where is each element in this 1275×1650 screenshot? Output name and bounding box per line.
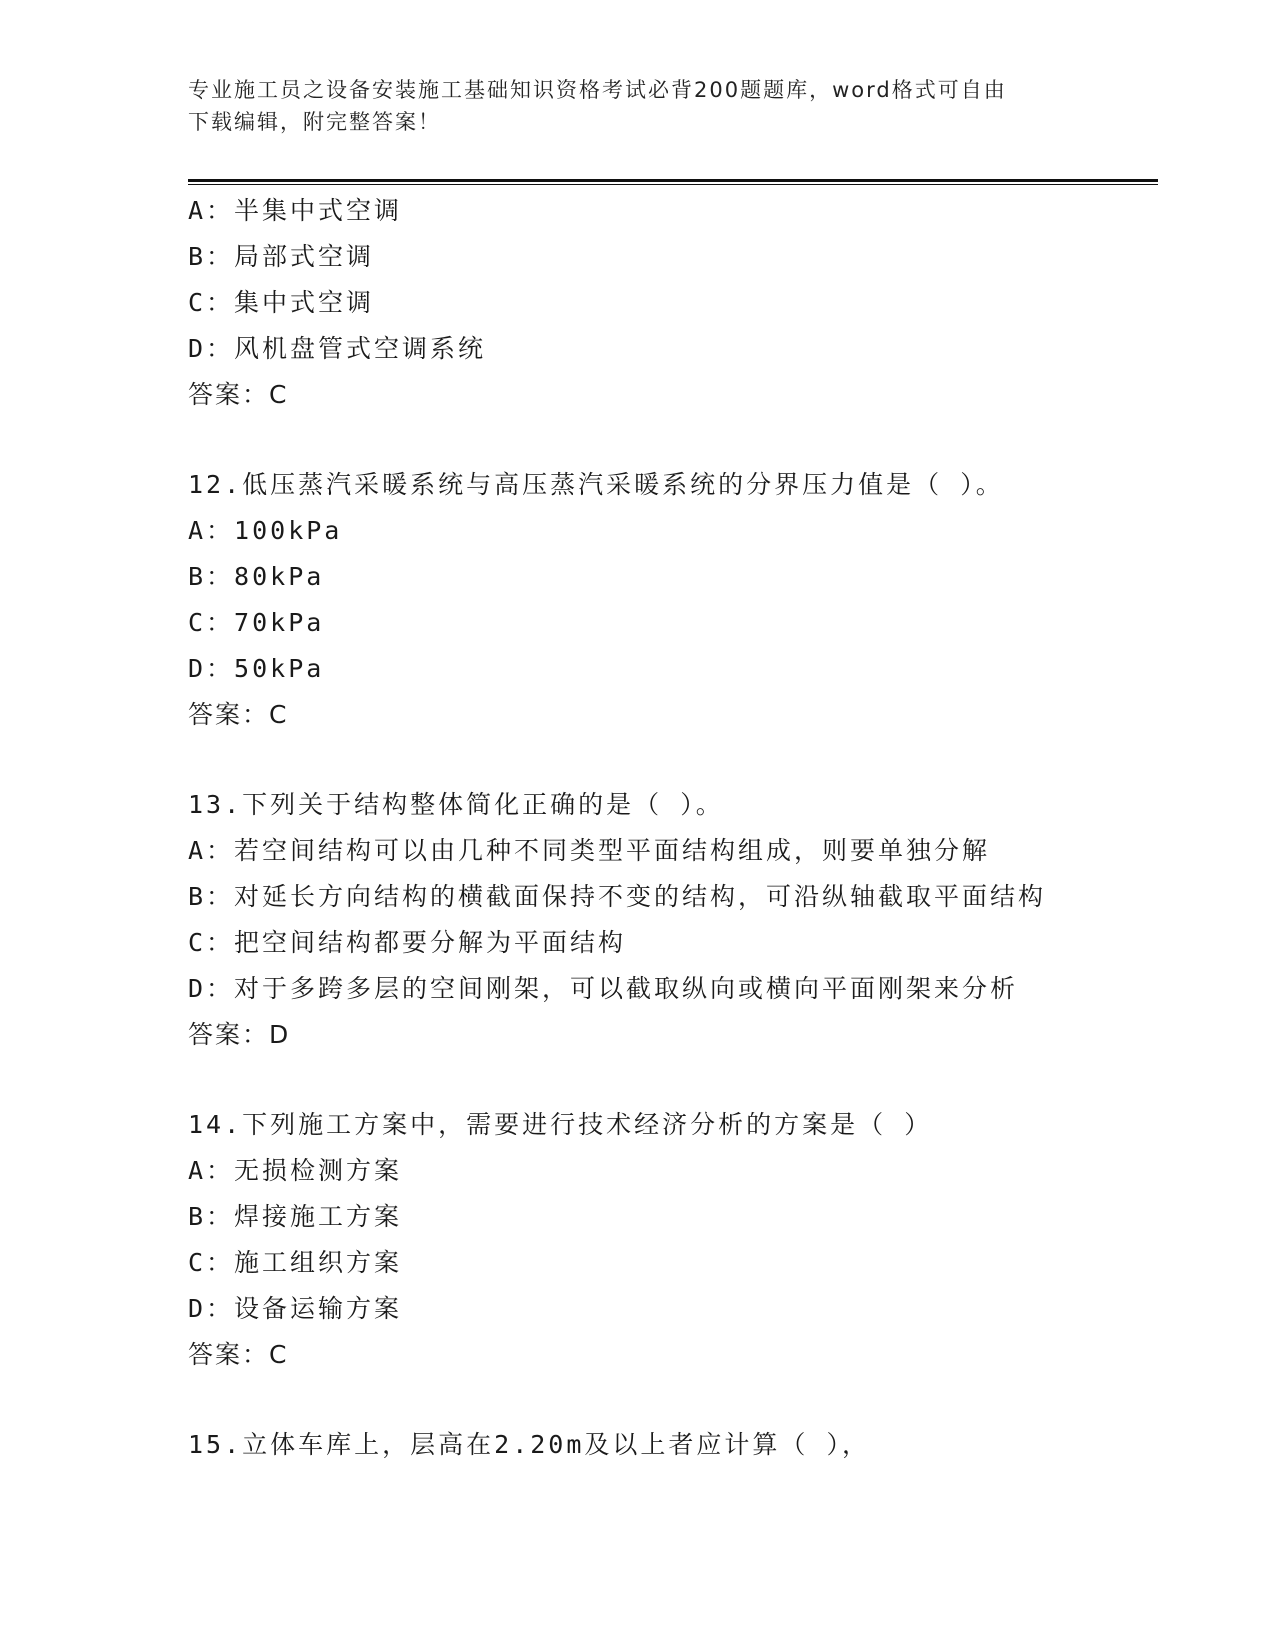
question-text: 12.低压蒸汽采暖系统与高压蒸汽采暖系统的分界压力值是（ ）。: [188, 470, 1004, 499]
question-text: 15.立体车库上，层高在2.20m及以上者应计算（ ），: [188, 1430, 870, 1459]
question-block: [188, 1422, 1148, 1468]
option-a: A：半集中式空调: [188, 196, 403, 225]
option-c: C：集中式空调: [188, 288, 375, 317]
question-block: [188, 188, 1148, 418]
question-block: [188, 782, 1148, 1058]
header-rule-thin: [188, 184, 1158, 185]
option-b: B：80kPa: [188, 562, 325, 591]
question-list: [188, 188, 1148, 1468]
option-d: D：对于多跨多层的空间刚架，可以截取纵向或横向平面刚架来分析: [188, 974, 1019, 1003]
option-a: A：若空间结构可以由几种不同类型平面结构组成，则要单独分解: [188, 836, 991, 865]
option-a: A：100kPa: [188, 516, 343, 545]
question-text: 13.下列关于结构整体简化正确的是（ ）。: [188, 790, 724, 819]
answer-line: 答案：C: [188, 1340, 289, 1369]
question-text: 14.下列施工方案中，需要进行技术经济分析的方案是（ ）: [188, 1110, 933, 1139]
option-d: D：设备运输方案: [188, 1294, 403, 1323]
answer-line: 答案：C: [188, 700, 289, 729]
option-d: D：风机盘管式空调系统: [188, 334, 487, 363]
answer-line: 答案：C: [188, 380, 289, 409]
header-rule-thick: [188, 179, 1158, 182]
option-b: B：对延长方向结构的横截面保持不变的结构，可沿纵轴截取平面结构: [188, 882, 1047, 911]
option-c: C：把空间结构都要分解为平面结构: [188, 928, 627, 957]
question-block: [188, 1102, 1148, 1378]
header-line-2: 下载编辑，附完整答案！: [188, 110, 441, 134]
answer-line: 答案：D: [188, 1020, 291, 1049]
option-d: D：50kPa: [188, 654, 325, 683]
document-header: [188, 74, 1068, 138]
header-line-1: 专业施工员之设备安装施工基础知识资格考试必背200题题库，word格式可自由: [188, 78, 1007, 102]
question-block: [188, 462, 1148, 738]
option-a: A：无损检测方案: [188, 1156, 403, 1185]
option-c: C：70kPa: [188, 608, 325, 637]
option-b: B：局部式空调: [188, 242, 375, 271]
option-b: B：焊接施工方案: [188, 1202, 403, 1231]
option-c: C：施工组织方案: [188, 1248, 403, 1277]
